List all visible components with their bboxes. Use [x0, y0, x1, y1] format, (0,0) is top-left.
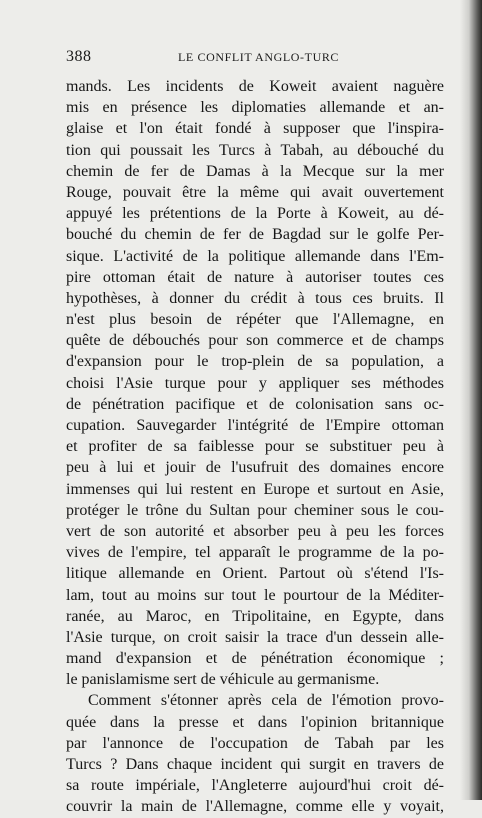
- text-line: glaise et l'on était fondé à supposer que l'inspira-: [66, 120, 444, 138]
- text-line: hypothèses, à donner du crédit à tous ces bruits. Il: [66, 289, 444, 307]
- text-line: vives de l'empire, tel apparaît le programme de la po-: [66, 544, 444, 562]
- body-text: [66, 76, 444, 818]
- text-line: cupation. Sauvegarder l'intégrité de l'Empire ottoman: [66, 417, 444, 434]
- text-line: d'expansion pour le trop-plein de sa population, a: [66, 353, 444, 371]
- text-line: le panislamisme sert de véhicule au germanisme.: [66, 671, 380, 689]
- text-line: protéger le trône du Sultan pour cheminer sous le cou-: [66, 501, 444, 519]
- page-header: [66, 48, 446, 66]
- text-line: ranée, au Maroc, en Tripolitaine, en Egypte, dans: [66, 607, 444, 625]
- text-line: couvrir la main de l'Allemagne, comme elle y voyait,: [66, 798, 444, 816]
- text-line: tion qui poussait les Turcs à Tabah, au débouché du: [66, 141, 444, 159]
- page-number: 388: [66, 48, 92, 65]
- text-line: Turcs ? Dans chaque incident qui surgit en travers de: [66, 756, 444, 773]
- book-spine-shadow: [460, 0, 482, 800]
- text-line: quée dans la presse et dans l'opinion britannique: [66, 713, 444, 731]
- text-line: lam, tout au moins sur tout le pourtour de la Méditer-: [66, 586, 444, 604]
- running-title: LE CONFLIT ANGLO-TURC: [178, 50, 340, 64]
- text-line: peu à lui et jouir de l'usufruit des domaines encore: [66, 459, 444, 477]
- text-line: immenses qui lui restent en Europe et surtout en Asie,: [66, 480, 444, 498]
- text-line: appuyé les prétentions de la Porte à Koweit, au dé-: [66, 205, 444, 223]
- text-line: Rouge, pouvait être la même qui avait ouvertement: [66, 183, 444, 201]
- text-line: l'Asie turque, on croit saisir la trace d'un dessein alle-: [66, 628, 444, 646]
- text-line: de pénétration pacifique et de colonisation sans oc-: [66, 395, 444, 413]
- text-line: choisi l'Asie turque pour y appliquer ses méthodes: [66, 374, 444, 392]
- text-line: sa route impériale, l'Angleterre aujourd'hui croit dé-: [66, 777, 444, 795]
- text-line: par l'annonce de l'occupation de Tabah par les: [66, 734, 444, 752]
- text-line: litique allemande en Orient. Partout où s'étend l'Is-: [66, 565, 444, 583]
- text-line: mis en présence les diplomaties allemande et an-: [66, 99, 444, 117]
- text-line: pire ottoman était de nature à autoriser toutes ces: [66, 268, 444, 286]
- text-line: bouché du chemin de fer de Bagdad sur le golfe Per-: [66, 226, 444, 244]
- text-line: quête de débouchés pour son commerce et de champs: [66, 332, 444, 350]
- text-line: mands. Les incidents de Koweit avaient naguère: [66, 78, 444, 95]
- text-line: Comment s'étonner après cela de l'émotion provo-: [88, 692, 444, 710]
- text-line: vert de son autorité et absorber peu à peu les forces: [66, 522, 444, 540]
- text-line: et profiter de sa faiblesse pour se substituer peu à: [66, 438, 444, 456]
- text-line: n'est plus besoin de répéter que l'Allemagne, en: [66, 311, 444, 329]
- text-line: chemin de fer de Damas à la Mecque sur la mer: [66, 162, 444, 180]
- text-line: mand d'expansion et de pénétration économique ;: [66, 650, 444, 668]
- text-line: sique. L'activité de la politique allemande dans l'Em-: [66, 247, 444, 265]
